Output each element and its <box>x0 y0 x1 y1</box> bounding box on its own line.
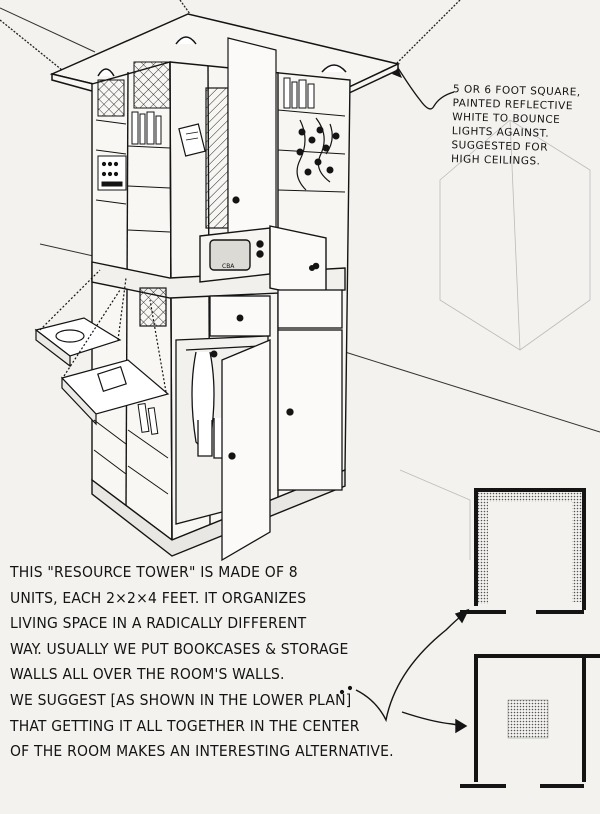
note-line: LIGHTS AGAINST. <box>451 125 550 140</box>
note-line: 5 OR 6 FOOT SQUARE, <box>452 83 581 99</box>
floor-plan-current <box>460 490 584 612</box>
tv-brand-label: CBA <box>222 263 235 270</box>
caption-line: WALLS ALL OVER THE ROOM'S WALLS. <box>10 665 285 684</box>
caption-line: THIS "RESOURCE TOWER" IS MADE OF 8 <box>10 563 298 581</box>
turntable-record <box>56 330 84 342</box>
note-arrow <box>398 68 454 109</box>
canopy-note <box>451 82 593 170</box>
central-tower-footprint <box>508 700 548 738</box>
tower-caption <box>10 560 425 765</box>
caption-line: LIVING SPACE IN A RADICALLY DIFFERENT <box>10 614 307 633</box>
speaker-grille-left <box>98 80 124 116</box>
books-upper <box>132 112 161 144</box>
caption-line: WE SUGGEST [AS SHOWN IN THE LOWER PLAN] <box>10 690 352 709</box>
floor-plan-proposed <box>460 656 600 786</box>
caption-line: OF THE ROOM MAKES AN INTERESTING ALTERNATIVE. <box>10 742 394 761</box>
caption-line: THAT GETTING IT ALL TOGETHER IN THE CENTER <box>10 716 360 735</box>
note-line: HIGH CEILINGS. <box>450 153 541 168</box>
speaker-grille-right <box>134 62 170 108</box>
record-stack <box>206 88 228 228</box>
caption-line: WAY. USUALLY WE PUT BOOKCASES & STORAGE <box>10 639 349 658</box>
note-line: PAINTED REFLECTIVE <box>452 97 574 113</box>
control-panel <box>140 288 166 326</box>
drawer-right <box>278 290 342 328</box>
open-cabinet-door-middle <box>270 226 326 300</box>
open-cabinet-door-upper <box>228 38 276 246</box>
note-line: WHITE TO BOUNCE <box>452 111 561 126</box>
caption-line: UNITS, EACH 2×2×4 FEET. IT ORGANIZES <box>10 588 307 607</box>
note-line: SUGGESTED FOR <box>451 139 549 154</box>
open-cabinet-door-lower <box>222 340 270 560</box>
